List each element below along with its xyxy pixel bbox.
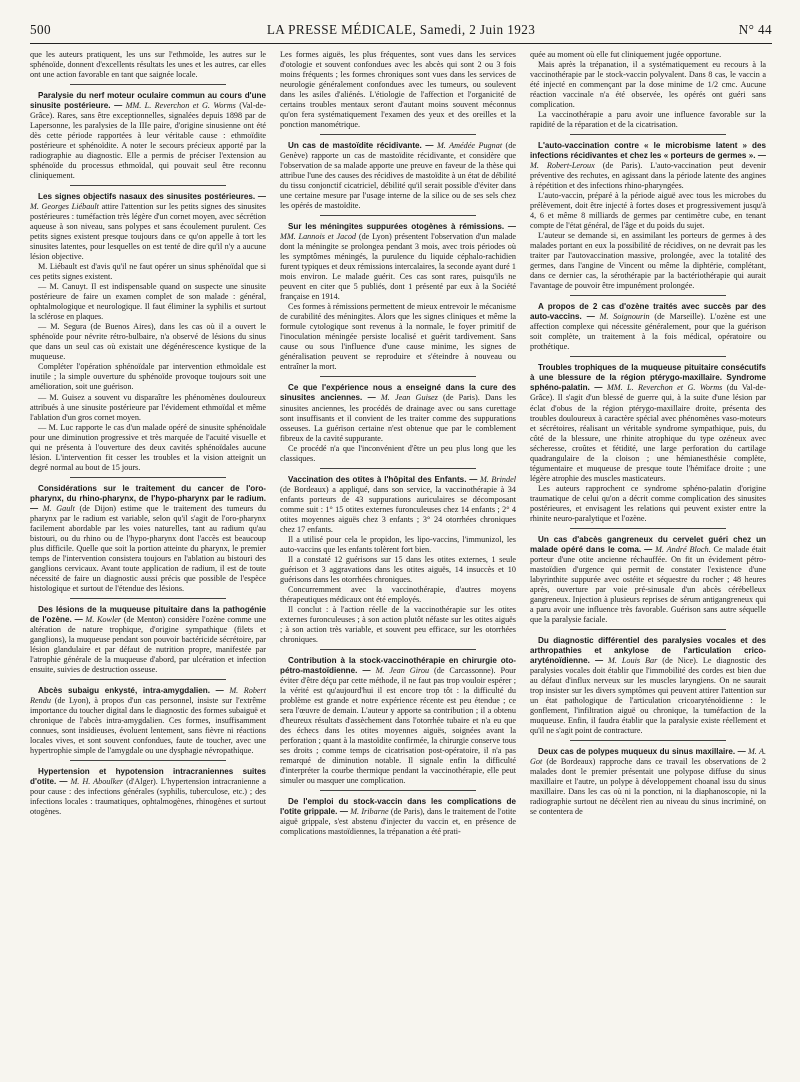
article-heading: A propos de 2 cas d'ozène traités avec succès par des auto-vaccins. —	[530, 302, 766, 322]
article-heading: Sur les méningites suppurées otogènes à rémissions. —	[288, 222, 516, 232]
paragraph: L'auteur se demande si, en assimilant les porteurs de germes à des malades portant en eux la possibilité de récidives, on ne devrait pas les traiter par l'autovaccination massive, prolongée, avec la totalité des germes, dans l'angine de Vincent ou même la diphtérie, complétant, dans ce dernier cas, la sérothérapie par la bactériothérapie qui aurait l'avantage de pouvoir être impunément prolongée.	[530, 231, 766, 291]
paragraph: Les auteurs rapprochent ce syndrome sphéno-palatin d'origine traumatique de celui qu'on a décrit comme complication des sinusites postérieures, et envisagent les relations qui peuvent exister entre la rhinite neuro-paralytique et l'ozène.	[530, 483, 766, 523]
article	[30, 686, 266, 756]
article-author: M. André Bloch.	[655, 544, 711, 554]
article-separator	[70, 477, 226, 479]
article-text: Ce malade était porteur d'une otite ancienne réchauffée. On fit un évidement pétro-mastoïdien d'urgence qui permit de constater l'existence d'une labyrinthite suppurée avec ostéite et séquestre du rocher ; 48 heures après, ouverture par voie pré-sinusale d'un abcès cérébelleux gangreneux. Injection à plusieurs reprises de sérum antigangreneux qui a paru avoir une influence très favorable. Guérison sans autre séquelle que la paralysie faciale.	[530, 544, 766, 624]
article-lead	[280, 222, 516, 302]
article-lead	[30, 192, 266, 262]
article-lead	[530, 302, 766, 352]
article-author: M. Georges Liébault	[30, 202, 99, 212]
article	[30, 605, 266, 675]
article	[280, 475, 516, 645]
paragraph: L'auto-vaccin, préparé à la période aiguë avec tous les microbes du prélèvement, doit être injecté à fortes doses et progressivement jusqu'à 4, 6 et même 8 milliards de germes par centimètre cube, en tenant compte de l'état général, de l'âge et du poids du sujet.	[530, 191, 766, 231]
paragraph: Concurremment avec la vaccinothérapie, d'autres moyens thérapeutiques médicaux ont été employés.	[280, 584, 516, 604]
article	[280, 141, 516, 211]
right-column	[530, 50, 766, 1078]
article-author: M. H. Aboulker	[70, 777, 124, 787]
article-separator	[320, 649, 476, 651]
article-lead	[530, 141, 766, 191]
article-lead	[280, 141, 516, 211]
article-text: (d'Alger). L'hypertension intracranienne a pour cause : des infections générales (syphilis, tuberculose, etc.) ; des infections locales : traumatiques, ophtalmogènes, rhinogènes et surtout otogènes.	[30, 777, 266, 817]
article-lead	[530, 535, 766, 625]
article-separator	[70, 760, 226, 762]
page-number: 500	[30, 22, 51, 37]
article-text: (du Val-de-Grâce). Il s'agit d'un blessé de guerre qui, à la suite d'une lésion par éclat d'obus de la région ptérygo-maxillaire droite, présenta des troubles douloureux à caractère spécial avec phénomènes vaso-moteurs et sécrétoires, réalisant un véritable syndrome sympathique, puis, du côté de la blessure, une rhinite atrophique du type ozéneux avec sécheresse, croûtes et fétidité, une large perforation du cartilage quadrangulaire de la cloison ; une hémianesthésie complète, tégumentaire et muqueuse de presque toute l'hémiface droite ; une légère atrophie des muscles masticateurs.	[530, 383, 766, 483]
article-heading: Les signes objectifs nasaux des sinusites postérieures. —	[38, 192, 266, 202]
article-author: M. Iribarne	[350, 807, 389, 817]
article-heading: Vaccination des otites à l'hôpital des Enfants. —	[288, 474, 478, 484]
article-author: M. Robert Rendu	[30, 685, 266, 705]
article-author: M. Soignourin	[599, 312, 650, 322]
article-lead	[280, 383, 516, 443]
paragraph: que les auteurs pratiquent, les uns sur l'ethmoïde, les autres sur le sphénoïde, donnent d'excellents résultats les unes et les autres, car elles ont une action favorable en tant que saignée locale.	[30, 50, 266, 80]
journal-title: LA PRESSE MÉDICALE, Samedi, 2 Juin 1923	[266, 22, 536, 37]
article-lead	[280, 656, 516, 786]
paragraph: quée au moment où elle fut cliniquement jugée opportune.	[530, 50, 722, 59]
article	[530, 636, 766, 736]
continued-text	[30, 50, 266, 80]
article	[530, 302, 766, 352]
article-text: (de Menton) considère l'ozène comme une altération de nature trophique, d'origine sympathique (filets et ganglions), la muqueuse pendant son pouvoir bactéricide sécrétoire, par lésion glandulaire et par défaut de nutrition propre, manifestée par l'atrophie générale de la muqueuse d'abord, par ulcération et infection ensuite, suivies de destruction osseuse.	[30, 614, 266, 674]
article-lead	[30, 91, 266, 181]
article-author: MM. L. Reverchon et G. Worms	[125, 101, 236, 111]
article-separator	[70, 185, 226, 187]
article-text: (de Genève) rapporte un cas de mastoïdite récidivante, et considère que l'observation de sa malade apporte une preuve en faveur de la thèse qui attribue l'une des causes des récidives de mastoïdite à un état de débilité du tissu conjonctif cicatriciel, débilité qu'il serait possible d'éviter dans une certaine mesure par l'usage interne de la silice ou de ses sels chez les opérés de mastoïdite.	[280, 141, 516, 211]
article-lead	[280, 797, 516, 837]
article-author: M. Jean Guisez	[380, 393, 438, 403]
article-separator	[320, 215, 476, 217]
article-separator	[320, 376, 476, 378]
article-text: (de Carcassonne). Pour éviter d'être déçu par cette méthode, il ne faut pas trop vouloir espérer ; la vérité est qu'aujourd'hui il est encore trop tôt : la difficulté du problème est grande et notre expérience récente est peu étendue ; ce sera l'œuvre de demain. L'auteur y apporte sa contribution ; il a obtenu d'heureux résultats d'assèchement dans l'otorrhée tubaire et n'a eu que des échecs dans les otites moyennes aiguës, soignées avant la perforation ; quant à la mastoïdite confirmée, la chirurgie conserve tous ses droits ; comme temps de cicatrisation post-opératoire, il n'a pas remarqué de diminution notable. Il signale enfin la difficulté d'interpréter la courbe thermique pendant la vaccinothérapie, elle peut simuler ou masquer une complication.	[280, 665, 516, 786]
continued-text	[530, 50, 766, 130]
paragraph: Il conclut : à l'action réelle de la vaccinothérapie sur les otites externes furonculeuses ; à son action plutôt néfaste sur les otites aiguës ; à son action très variable, et souvent peu efficace, sur les otorrhées chroniques.	[280, 604, 516, 644]
article	[30, 484, 266, 594]
article	[530, 141, 766, 291]
article	[530, 747, 766, 817]
article	[30, 91, 266, 181]
article-separator	[70, 598, 226, 600]
article-author: M. Brindel	[479, 474, 516, 484]
article-separator	[320, 468, 476, 470]
article-author: M. Amédée Pugnat	[436, 141, 503, 151]
paragraph: Il a constaté 12 guérisons sur 15 dans les otites externes, 1 seule guérison et 3 aggravations dans les otites aiguës, 14 insuccès et 10 guérisons dans les otorrhées chroniques.	[280, 554, 516, 584]
article-author: M. A. Got	[530, 746, 766, 766]
article-separator	[70, 84, 226, 86]
paragraph: — M. Guisez a souvent vu disparaître les phénomènes douloureux attribués à une sinusite postérieure par l'évidement ethmoïdal et même l'ablation d'un gros cornet moyen.	[30, 392, 266, 422]
article-text: (de Nice). Le diagnostic des paralysies vocales doit établir que l'immobilité des cordes est bien due au défaut d'influx nerveux sur les muscles laryngiens. On ne saurait trop insister sur les divers symptômes qui peuvent attirer l'attention sur un état pathologique de l'articulation cricoaryténoïdienne : le gonflement, l'infiltration aiguë ou chronique, la tuméfaction de la muqueuse. Enfin, il faudra établir que la paralysie existe réellement et qu'il ne s'agit point de contracture.	[530, 655, 766, 735]
issue-number: N° 44	[738, 22, 772, 37]
paragraph: La vaccinothérapie a paru avoir une influence favorable sur la rapidité de la réparation et de la cicatrisation.	[530, 110, 766, 130]
article	[280, 656, 516, 786]
article-separator	[320, 790, 476, 792]
article-text: (Val-de-Grâce). Rares, sans être exceptionnelles, signalées depuis 1898 par de Lapersonne, les paralysies de la IIIe paire, d'origine sinusienne ont été dès cette période rapportées à leur véritable cause : ethmoïdite postérieure et sphénoïdite. A noter le secours précieux apporté par la radiographie au diagnostic. Elle a permis de préciser l'extension au sphénoïde du processus ethmoïdal, qui pouvait seul être reconnu cliniquement.	[30, 101, 266, 181]
article-lead	[30, 605, 266, 675]
paragraph: Mais après la trépanation, il a systématiquement eu recours à la vaccinothérapie par le stock-vaccin polyvalent. Dans 8 cas, le vaccin a été injecté en commençant par la dose minime de 1/2 cmc. Aucune réaction vaccinale n'a été observée, les opérés ont guéri sans complication.	[530, 60, 766, 110]
article-author: M. Louis Bar	[608, 655, 658, 665]
article-heading: L'auto-vaccination contre « le microbisme latent » des infections récidivantes et chez les « porteurs de germes ». —	[530, 141, 766, 161]
article-text: (de Marseille). L'ozène est une affection complexe qui nécessite généralement, pour que la guérison soit complète, un traitement à la fois médical, opératoire ou prothétique.	[530, 312, 766, 352]
article-text: (de Paris). L'auto-vaccination peut devenir préventive des rechutes, en agissant dans la période latente des angines à répétition et des infections rhino-pharyngées.	[530, 161, 766, 191]
paragraph: Les formes aiguës, les plus fréquentes, sont vues dans les services d'otologie et souvent confondues avec les abcès qui sont 2 ou 3 fois moins fréquents ; les formes chroniques sont vues dans les services de neurologie généralement confondues avec les tumeurs, ou soulevent dans les asiles d'aliénés. L'étiologie de l'affection et l'organicité de certains troubles mentaux seront d'autant moins souvent méconnus qu'on fera systématiquement l'examen des yeux et des oreilles et la ponction manométrique.	[280, 50, 516, 130]
article	[30, 767, 266, 817]
header-rule	[30, 43, 772, 44]
paragraph: — M. Luc rapporte le cas d'un malade opéré de sinusite sphénoïdale pour une diminution progressive et très marquée de l'acuité visuelle et qui ne présenta à l'ouverture des deux cavités sphénoïdales aucune lésion. L'intervention fit cesser les troubles et la vision atteignit un degré normal au bout de 15 jours.	[30, 422, 266, 472]
article	[30, 192, 266, 472]
article-separator	[570, 528, 726, 530]
article	[280, 383, 516, 463]
article-separator	[570, 356, 726, 358]
article-text: (de Paris), dans le traitement de l'otite aiguë grippale, s'est abstenu d'injecter du vaccin et, en présence de complications mastoïdiennes, la trépanation a été prati-	[280, 807, 516, 837]
article-heading: Abcès subaigu enkysté, intra-amygdalien. —	[38, 685, 224, 695]
article-heading: Un cas d'abcès gangreneux du cervelet guéri chez un malade opéré dans le coma. —	[530, 534, 766, 554]
article-lead	[530, 363, 766, 483]
article	[530, 363, 766, 523]
article-heading: Un cas de mastoïdite récidivante. —	[288, 141, 434, 151]
article-separator	[570, 134, 726, 136]
paragraph: Compléter l'opération sphénoïdale par intervention ethmoïdale est inutile ; la simple ouverture du sphénoïde provoque toujours soit une amélioration, soit une guérison.	[30, 362, 266, 392]
article-heading: Troubles trophiques de la muqueuse pituitaire consécutifs à une blessure de la région ptérygo-maxillaire. Syndrome sphéno-palatin. —	[530, 363, 766, 393]
article-heading: Contribution à la stock-vaccinothérapie en chirurgie oto-pétro-mastoïdienne. —	[280, 655, 516, 675]
article-lead	[30, 484, 266, 594]
article-heading: Hypertension et hypotension intracraniennes suites d'otite. —	[30, 767, 266, 787]
article-lead	[530, 636, 766, 736]
article-separator	[570, 740, 726, 742]
article-author: M. Kowler	[85, 614, 122, 624]
article-separator	[320, 134, 476, 136]
paragraph: — M. Canuyt. Il est indispensable quand on suspecte une sinusite postérieure de faire un examen complet de son malade : général, ophtalmologique et neurologique. Il faut éliminer la syphilis et surtout la sclérose en plaques.	[30, 282, 266, 322]
article-heading: Du diagnostic différentiel des paralysies vocales et des arthropathies et ankylose de l'articulation crico-aryténoïdienne. —	[530, 635, 766, 665]
article-separator	[70, 679, 226, 681]
article-text: attire l'attention sur les petits signes des sinusites postérieures : tuméfaction très légère d'un cornet moyen, avec sécrétion aqueuse à son niveau, sans polypes et sans écoulement purulent. Ces petits signes existent presque toujours dans ce qu'on appelle à tort les sinusites latentes, pour lesquelles on est tenté de dire qu'il n'y a aucune lésion objective.	[30, 202, 266, 262]
article-lead	[530, 747, 766, 817]
article-author: M. Jean Girou	[375, 665, 430, 675]
page-header	[30, 20, 772, 40]
article	[280, 797, 516, 837]
paragraph: M. Liébault est d'avis qu'il ne faut opérer un sinus sphénoïdal que si ces petits signes existent.	[30, 262, 266, 282]
article-lead	[30, 767, 266, 817]
paragraph: Ces formes à rémissions permettent de mieux entrevoir le mécanisme de curabilité des méningites. Alors que les signes cliniques et même la formule cytologique sont revenus à la normale, le foyer primitif de l'inoculation méningée persiste localisé et guérit tardivement. Sans cause ou sous l'influence d'une cause minime, les signes de généralisation peuvent se reproduire et s'éteindre à nouveau ou entraîner la mort.	[280, 302, 516, 372]
paragraph: Il a utilisé pour cela le propidon, les lipo-vaccins, l'immunizol, les auto-vaccins que les enfants tolèrent fort bien.	[280, 534, 516, 554]
article-heading: De l'emploi du stock-vaccin dans les complications de l'otite grippale. —	[280, 797, 516, 817]
article-lead	[280, 475, 516, 535]
article-author: MM. L. Reverchon et G. Worms	[606, 383, 723, 393]
article-heading: Ce que l'expérience nous a enseigné dans la cure des sinusites anciennes. —	[280, 383, 516, 403]
article-heading: Deux cas de polypes muqueux du sinus maxillaire. —	[538, 746, 746, 756]
article-lead	[30, 686, 266, 756]
article-text: (de Dijon) estime que le traitement des tumeurs du pharynx par le radium est variable, selon qu'il s'agit de l'oro-pharynx facilement abordable par les voies naturelles, tant au radium qu'au bistouri, ou du rhino ou de l'hypo-pharynx dont l'accès est beaucoup plus difficile. Quelle que soit la portion atteinte du pharynx, le premier temps de l'intervention consistera toujours en l'ablation au bistouri des ganglions cervicaux. Avant toute application de radium, il est de toute nécessité de faire un diagnostic aussi précis que possible de l'espèce histologique et surtout de l'étendue des lésions.	[30, 503, 266, 593]
article-heading: Paralysie du nerf moteur oculaire commun au cours d'une sinusite postérieure. —	[30, 91, 266, 111]
article-heading: Des lésions de la muqueuse pituitaire dans la pathogénie de l'ozène. —	[30, 604, 266, 624]
article-heading: Considérations sur le traitement du cancer de l'oro-pharynx, du rhino-pharynx, de l'hypo-pharynx par le radium. —	[30, 483, 266, 513]
article	[530, 535, 766, 625]
article-text: (de Bordeaux) a appliqué, dans son service, la vaccinothérapie à 34 enfants porteurs de 43 suppurations auriculaires se décomposant comme suit : 1° 15 otites externes furonculeuses chez 14 enfants ; 2° 4 otites moyennes aiguës chez 3 enfants ; 3° 24 otorrhées chroniques chez 17 enfants.	[280, 484, 516, 534]
article-text: (de Bordeaux) rapproche dans ce travail les observations de 2 malades dont le premier présentait une polypose diffuse du sinus maxillaire et l'autre, un polype à développement choanal issu du sinus maxillaire. Dans les cas où ni la ponction, ni la diaphanoscopie, ni la radiographie surtout ne décèlent rien au niveau du sinus incriminé, on se contentera de	[530, 757, 766, 817]
paragraph: — M. Segura (de Buenos Aires), dans les cas où il a ouvert le sphénoïde pour névrite rétro-bulbaire, n'a observé de lésions du sinus que dans un seul cas où existait une dégénérescence kystique de la muqueuse.	[30, 322, 266, 362]
article-separator	[570, 629, 726, 631]
paragraph: Ce procédé n'a que l'inconvénient d'être un peu plus long que les classiques.	[280, 443, 516, 463]
article-text: (de Lyon), à propos d'un cas personnel, insiste sur l'extrême importance du toucher digital dans le diagnostic des formes subaiguë et chronique de l'abcès intra-amygdalien. Ces formes, insuffisamment connues, sont insidieuses, évoluent lentement, sans fièvre ni réactions locales vives, et sont souvent confondues, faute de toucher, avec une hypertrophie simple de l'amygdale ou une dysphagie névropathique.	[30, 695, 266, 755]
article-separator	[570, 295, 726, 297]
article-author: M. Gault	[42, 503, 75, 513]
middle-column	[280, 50, 516, 1078]
article	[280, 222, 516, 372]
article-author: MM. Lannois et Jacod	[280, 232, 357, 242]
left-column	[30, 50, 266, 1078]
article-text: (de Paris). Dans les sinusites anciennes, les procédés de drainage avec ou sans curettage sont insuffisants et il convient de les traiter comme des suppurations osseuses. La guérison certaine n'est obtenue que par le comblement fibreux de la cavité suppurante.	[280, 393, 516, 443]
continued-text	[280, 50, 516, 130]
article-text: (de Lyon) présentent l'observation d'un malade dont la méningite se prolongea pendant 3 mois, avec trois périodes où les symptômes méningés, la purulence du liquide céphalo-rachidien furent typiques et deux rémissions intercalaires, la seconde ayant duré 1 mois environ. Le malade guérit. Ces cas sont rares, puisqu'ils ne peuvent en citer que 5 publiés, dont 1 présenté par eux à la Société française en 1914.	[280, 232, 516, 302]
article-author: M. Robert-Leroux	[530, 161, 595, 171]
